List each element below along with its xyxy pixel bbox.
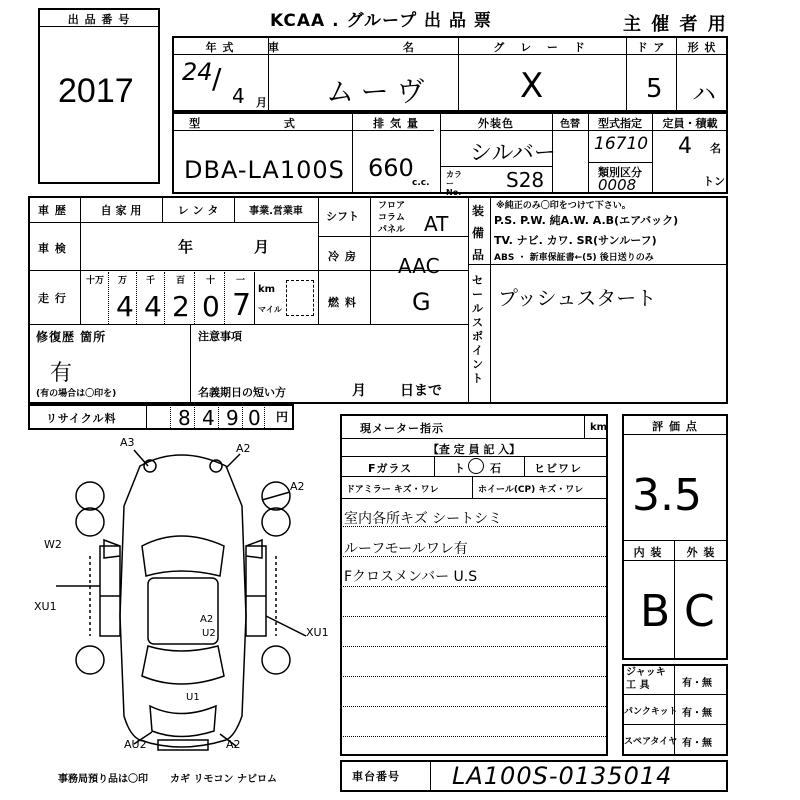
- remarks-label: 注意事項: [198, 330, 242, 343]
- grade-label: グ レ ー ド: [493, 41, 591, 54]
- form-title: KCAA . グループ 出 品 票: [270, 11, 492, 31]
- year-separator: /: [212, 62, 222, 95]
- inspection-note: ルーフモールワレ有: [344, 541, 468, 557]
- month-unit: 月: [256, 96, 267, 109]
- ton-unit: トン: [703, 175, 725, 188]
- equipment-label: 装備品: [472, 204, 485, 262]
- damage-mark: XU1: [306, 626, 329, 639]
- interior-label: 内 装: [633, 546, 663, 559]
- sales-point-value: プッシュスタート: [498, 286, 657, 310]
- recycle-digit: 4: [202, 406, 215, 430]
- history-business: 事業.営業車: [249, 206, 303, 217]
- model-label: 型 式: [189, 117, 335, 130]
- office-items: カギ リモコン ナビロム: [170, 774, 277, 785]
- displacement-value: 660: [368, 154, 414, 182]
- puncture-yes-no: 有・無: [682, 708, 712, 719]
- inspection-note: Fクロスメンバー U.S: [344, 569, 478, 585]
- mileage-digit: 2: [172, 290, 190, 323]
- type-spec-value: 16710: [594, 134, 649, 154]
- year-value: 24: [182, 58, 213, 86]
- lot-number-value: 2017: [58, 72, 134, 110]
- mile-unit: マイル: [258, 305, 282, 314]
- equipment-line2: TV. ナビ. カワ. SR(サンルーフ): [494, 234, 657, 247]
- equipment-note: ※純正のみ〇印をつけて下さい。: [496, 201, 631, 211]
- capacity-unit: 名: [710, 142, 721, 155]
- exterior-color-value: シルバー: [470, 141, 556, 166]
- digit-header-1: 一: [236, 276, 246, 286]
- exterior-color-label: 外装色: [478, 117, 514, 130]
- damage-mark: A2: [226, 738, 241, 751]
- mileage-digit: 4: [144, 290, 162, 323]
- jack-label: ジャッキ 工 具: [626, 667, 666, 691]
- car-name-value: ムーヴ: [326, 75, 433, 108]
- expiry-day-unit: 日まで: [400, 383, 442, 399]
- recycle-digit: 0: [248, 406, 261, 430]
- damage-mark: U2: [202, 628, 216, 639]
- km-unit: km: [258, 284, 276, 295]
- color-change-label: 色替: [560, 119, 580, 130]
- chassis-label: 車台番号: [352, 770, 400, 783]
- inspection-month-unit: 月: [254, 238, 270, 256]
- spare-yes-no: 有・無: [682, 738, 712, 749]
- damage-mark: U1: [186, 692, 200, 703]
- recycle-digit: 9: [226, 406, 239, 430]
- chassis-value: LA100S-0135014: [452, 762, 673, 790]
- shift-label: シフト: [326, 210, 359, 223]
- mileage-label: 走 行: [38, 292, 67, 305]
- history-label: 車 歴: [38, 204, 67, 217]
- inspection-note: 室内各所キズ シートシミ: [344, 511, 503, 527]
- year-label: 年 式: [205, 41, 235, 54]
- meter-label: 現メーター指示: [360, 422, 444, 435]
- damage-mark: AU2: [124, 738, 147, 751]
- shift-panel: パネル: [378, 225, 406, 235]
- score-value: 3.5: [632, 470, 702, 521]
- glass-circle-mark: [468, 458, 484, 474]
- puncture-kit-label: パンクキット: [624, 707, 678, 717]
- shape-label: 形 状: [687, 41, 717, 54]
- sales-point-label: セールスポイント: [472, 274, 483, 385]
- door-label: ド ア: [636, 41, 666, 54]
- jack-yes-no: 有・無: [682, 678, 712, 689]
- equipment-line1: P.S. P.W. 純A.W. A.B(エアバック): [494, 214, 679, 227]
- recycle-digit: 8: [178, 406, 191, 430]
- category-label: 類別区分: [598, 166, 642, 179]
- shift-value: AT: [424, 212, 449, 236]
- office-items-label: 事務局預り品は〇印: [58, 774, 148, 785]
- type-spec-label: 型式指定: [598, 117, 642, 130]
- mile-checkbox: [286, 280, 314, 316]
- capacity-value: 4: [678, 134, 692, 159]
- ac-label: 冷 房: [328, 250, 357, 263]
- capacity-label: 定員・積載: [662, 117, 718, 130]
- exterior-value: C: [684, 586, 715, 637]
- damage-mark: W2: [44, 538, 62, 551]
- history-rental: レ ン タ: [177, 204, 219, 217]
- door-value: 5: [646, 74, 663, 104]
- inspection-label: 車 検: [38, 242, 67, 255]
- history-private: 自 家 用: [100, 204, 142, 217]
- color-no-label: カラー No.: [446, 170, 462, 197]
- repair-value: 有: [50, 361, 73, 386]
- expiry-month-unit: 月: [352, 383, 366, 399]
- inspection-year-unit: 年: [178, 238, 194, 256]
- mileage-digit: 0: [202, 290, 220, 323]
- mileage-digit: 7: [232, 288, 252, 323]
- damage-mark: A3: [120, 436, 135, 449]
- displacement-label: 排 気 量: [373, 117, 419, 130]
- repair-label: 修復歴 箇所: [36, 330, 107, 344]
- recycle-label: リサイクル料: [46, 412, 117, 425]
- meter-unit: km: [590, 422, 608, 433]
- glass-option-2: 石: [490, 462, 502, 475]
- glass-option-3: ヒビワレ: [534, 462, 582, 475]
- shift-column: コラム: [378, 213, 405, 223]
- fuel-value: G: [412, 288, 431, 316]
- front-glass-label: Fガラス: [368, 462, 413, 475]
- color-no-value: S28: [506, 168, 545, 192]
- exterior-label: 外 装: [686, 546, 716, 559]
- organizer-label: 主 催 者 用: [623, 14, 728, 35]
- digit-header-10k: 万: [118, 276, 128, 286]
- glass-option-1: ト: [454, 462, 466, 475]
- damage-mark: A2: [200, 614, 214, 625]
- model-value: DBA-LA100S: [184, 156, 345, 184]
- door-mirror-label: ドアミラー キズ・ワレ: [346, 485, 439, 495]
- car-name-label: 車 名: [268, 41, 474, 54]
- damage-mark: A2: [236, 442, 251, 455]
- spare-tire-label: スペアタイヤ: [624, 737, 678, 747]
- inspector-label: 【査 定 員 記 入】: [427, 443, 521, 456]
- interior-value: B: [640, 586, 671, 637]
- wheel-label: ホイール(CP) キズ・ワレ: [478, 485, 584, 495]
- score-label: 評 価 点: [652, 420, 698, 433]
- digit-header-100: 百: [176, 276, 186, 286]
- ac-value: AAC: [398, 254, 440, 278]
- repair-note: (有の場合は〇印を): [36, 389, 117, 399]
- cc-unit: c.c.: [412, 178, 430, 188]
- month-value: 4: [232, 84, 245, 108]
- equipment-line3: ABS ・ 新車保証書←(5) 後日送りのみ: [494, 253, 654, 263]
- recycle-unit: 円: [276, 410, 289, 424]
- grade-value: X: [520, 66, 544, 106]
- fuel-label: 燃 料: [328, 296, 357, 309]
- digit-header-100k: 十万: [86, 276, 105, 286]
- expiry-label: 名義期日の短い方: [198, 386, 286, 399]
- lot-number-label: 出 品 番 号: [67, 13, 131, 26]
- mileage-digit: 4: [116, 290, 134, 323]
- digit-header-10: 十: [206, 276, 216, 286]
- digit-header-1k: 千: [146, 276, 156, 286]
- shift-floor: フロア: [378, 201, 406, 211]
- category-value: 0008: [598, 176, 637, 194]
- damage-mark: XU1: [34, 600, 57, 613]
- damage-mark: A2: [290, 480, 305, 493]
- shape-value: ハ: [692, 80, 716, 108]
